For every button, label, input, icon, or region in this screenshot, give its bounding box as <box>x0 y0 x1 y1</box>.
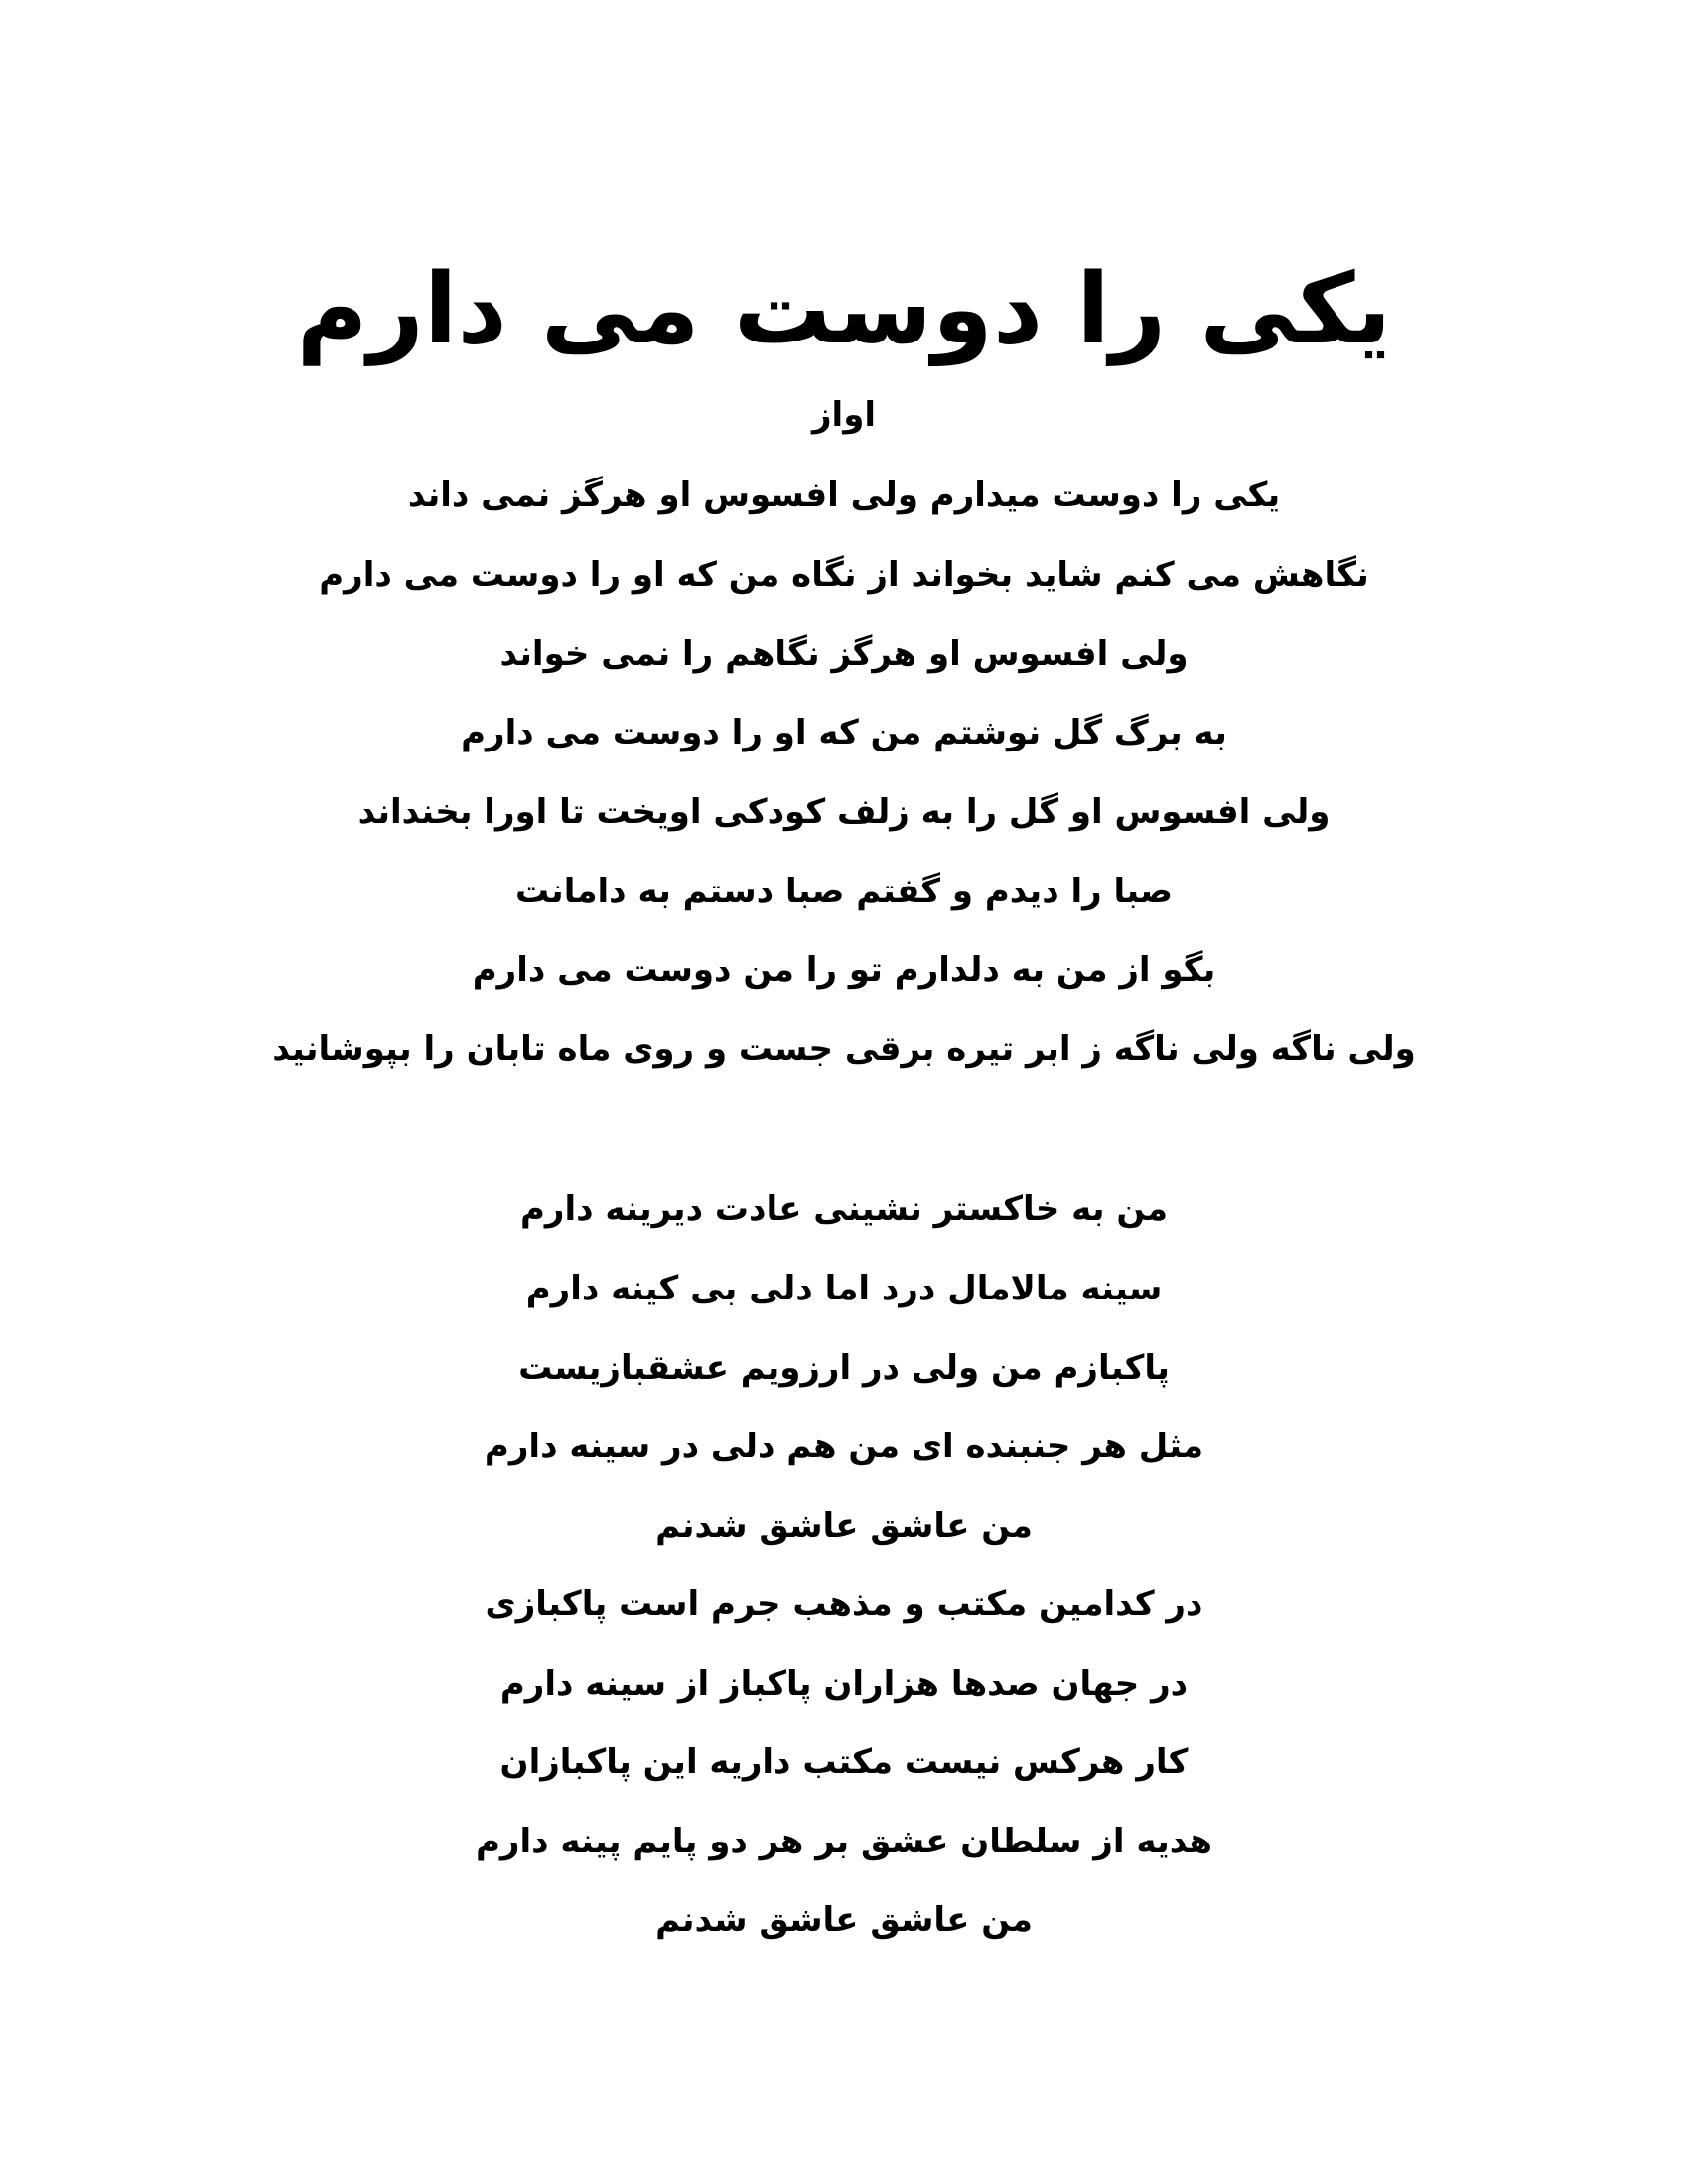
verse-line: صبا را دیدم و گفتم صبا دستم به دامانت <box>514 872 1174 911</box>
verse-line: من عاشق عاشق شدنم <box>655 1900 1033 1940</box>
verse-line: ولی افسوس او گل را به زلف کودکی اویخت تا اورا بخنداند <box>357 792 1331 832</box>
verse-line: هدیه از سلطان عشق بر هر دو پایم پینه دارم <box>476 1822 1212 1861</box>
verse-line: من به خاکستر نشینی عادت دیرینه دارم <box>519 1189 1169 1229</box>
verse-line: ولی افسوس او هرگز نگاهم را نمی خواند <box>499 634 1189 674</box>
poem-title: یکی را دوست می دارم <box>296 253 1392 366</box>
verse-line: پاکبازم من ولی در ارزویم عشقبازیست <box>518 1348 1170 1388</box>
verse-line: مثل هر جنبنده ای من هم دلی در سینه دارم <box>484 1427 1204 1466</box>
verse-line: نگاهش می کنم شاید بخواند از نگاه من که او را دوست می دارم <box>319 555 1369 595</box>
verse-line: به برگ گل نوشتم من که او را دوست می دارم <box>461 713 1227 752</box>
verse-line: در کدامین مکتب و مذهب جرم است پاکبازی <box>485 1584 1203 1624</box>
verse-line: یکی را دوست میدارم ولی افسوس او هرگز نمی داند <box>407 476 1281 515</box>
verse-line: کار هرکس نیست مکتب داریه این پاکبازان <box>499 1742 1189 1782</box>
verse-line: ولی ناگه ولی ناگه ز ابر تیره برقی جست و روی ماه تابان را بپوشانید <box>272 1029 1416 1069</box>
verse-line: در جهان صدها هزاران پاکباز از سینه دارم <box>499 1664 1189 1704</box>
verse-line: من عاشق عاشق شدنم <box>655 1506 1033 1546</box>
verse-line: بگو از من به دلدارم تو را من دوست می دارم <box>472 950 1216 990</box>
poem-subtitle: اواز <box>811 395 876 435</box>
verse-line: سینه مالامال درد اما دلی بی کینه دارم <box>525 1269 1163 1308</box>
